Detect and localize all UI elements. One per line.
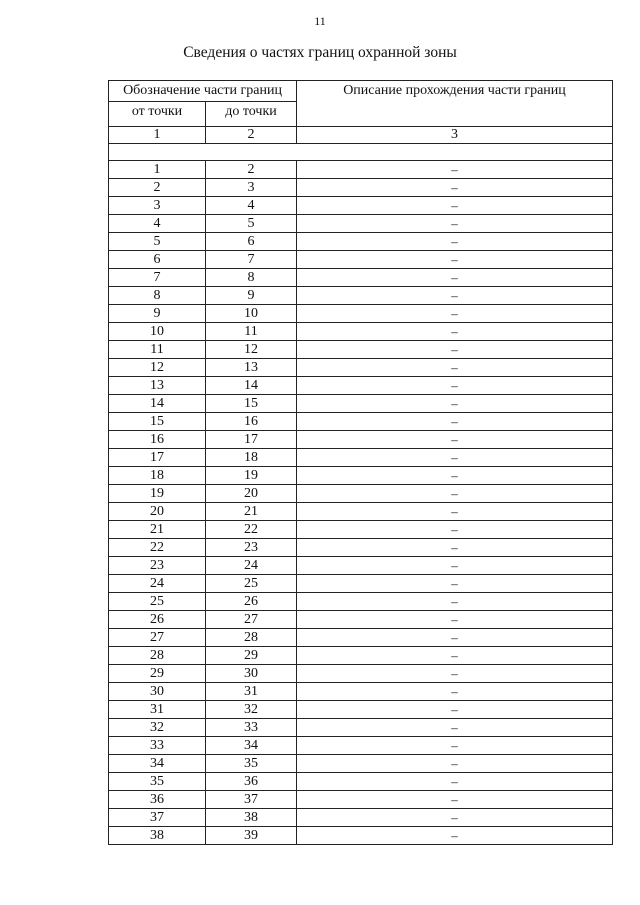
- from-point-cell: 31: [109, 701, 206, 719]
- to-point-cell: 23: [206, 539, 297, 557]
- description-cell: –: [297, 197, 613, 215]
- to-point-cell: 9: [206, 287, 297, 305]
- description-cell: –: [297, 251, 613, 269]
- table-row: [109, 809, 613, 827]
- from-point-cell: 24: [109, 575, 206, 593]
- description-cell: –: [297, 629, 613, 647]
- to-point-cell: 2: [206, 161, 297, 179]
- description-cell: –: [297, 287, 613, 305]
- description-cell: –: [297, 323, 613, 341]
- column-number-cell: 1: [109, 127, 206, 144]
- from-point-cell: 7: [109, 269, 206, 287]
- description-cell: –: [297, 467, 613, 485]
- description-cell: –: [297, 341, 613, 359]
- description-cell: –: [297, 557, 613, 575]
- description-cell: –: [297, 431, 613, 449]
- from-point-cell: 11: [109, 341, 206, 359]
- description-cell: –: [297, 395, 613, 413]
- table-row: [109, 701, 613, 719]
- description-cell: –: [297, 503, 613, 521]
- table-row: [109, 323, 613, 341]
- table-row: [109, 341, 613, 359]
- to-point-cell: 16: [206, 413, 297, 431]
- table-row: [109, 539, 613, 557]
- table-row: [109, 287, 613, 305]
- table-row: [109, 449, 613, 467]
- to-point-cell: 24: [206, 557, 297, 575]
- table-row: [109, 161, 613, 179]
- table-row: [109, 179, 613, 197]
- from-point-cell: 35: [109, 773, 206, 791]
- from-point-cell: 34: [109, 755, 206, 773]
- description-cell: –: [297, 413, 613, 431]
- document-title: Сведения о частях границ охранной зоны: [183, 44, 457, 61]
- table-row: [109, 737, 613, 755]
- description-cell: –: [297, 269, 613, 287]
- table-row: [109, 557, 613, 575]
- table-row: [109, 359, 613, 377]
- table-row: [109, 395, 613, 413]
- table-row: [109, 413, 613, 431]
- from-point-cell: 27: [109, 629, 206, 647]
- table-row: [109, 791, 613, 809]
- to-point-cell: 5: [206, 215, 297, 233]
- to-point-cell: 21: [206, 503, 297, 521]
- description-cell: –: [297, 215, 613, 233]
- to-point-cell: 20: [206, 485, 297, 503]
- from-point-cell: 30: [109, 683, 206, 701]
- column-number-cell: 2: [206, 127, 297, 144]
- header-description-cell: Описание прохождения части границ: [297, 81, 613, 127]
- description-cell: –: [297, 755, 613, 773]
- description-cell: –: [297, 611, 613, 629]
- table-row: [109, 269, 613, 287]
- from-point-cell: 18: [109, 467, 206, 485]
- description-cell: –: [297, 485, 613, 503]
- to-point-cell: 8: [206, 269, 297, 287]
- table-row: [109, 305, 613, 323]
- table-row: [109, 197, 613, 215]
- table-row: [109, 503, 613, 521]
- to-point-cell: 37: [206, 791, 297, 809]
- table-row: [109, 521, 613, 539]
- to-point-cell: 14: [206, 377, 297, 395]
- from-point-cell: 3: [109, 197, 206, 215]
- to-point-cell: 28: [206, 629, 297, 647]
- from-point-cell: 36: [109, 791, 206, 809]
- table-row: [109, 575, 613, 593]
- to-point-cell: 4: [206, 197, 297, 215]
- table-row: [109, 215, 613, 233]
- from-point-cell: 15: [109, 413, 206, 431]
- table-row: [109, 611, 613, 629]
- from-point-cell: 17: [109, 449, 206, 467]
- table-row: [109, 647, 613, 665]
- from-point-cell: 9: [109, 305, 206, 323]
- description-cell: –: [297, 575, 613, 593]
- to-point-cell: 18: [206, 449, 297, 467]
- to-point-cell: 26: [206, 593, 297, 611]
- description-cell: –: [297, 539, 613, 557]
- description-cell: –: [297, 647, 613, 665]
- description-cell: –: [297, 521, 613, 539]
- from-point-cell: 37: [109, 809, 206, 827]
- description-cell: –: [297, 719, 613, 737]
- to-point-cell: 11: [206, 323, 297, 341]
- description-cell: –: [297, 233, 613, 251]
- description-cell: –: [297, 665, 613, 683]
- table-row: [109, 593, 613, 611]
- table-row: [109, 683, 613, 701]
- to-point-cell: 10: [206, 305, 297, 323]
- from-point-cell: 25: [109, 593, 206, 611]
- to-point-cell: 12: [206, 341, 297, 359]
- table-row: [109, 233, 613, 251]
- to-point-cell: 25: [206, 575, 297, 593]
- description-cell: –: [297, 827, 613, 845]
- blank-row: [109, 144, 613, 161]
- to-point-cell: 32: [206, 701, 297, 719]
- table-row: [109, 827, 613, 845]
- header-row-group: [109, 81, 613, 102]
- header-group-cell: Обозначение части границ: [109, 81, 297, 102]
- column-number-row: [109, 127, 613, 144]
- from-point-cell: 23: [109, 557, 206, 575]
- from-point-cell: 21: [109, 521, 206, 539]
- from-point-cell: 5: [109, 233, 206, 251]
- table-row: [109, 629, 613, 647]
- boundary-table: [108, 80, 613, 845]
- table-row: [109, 665, 613, 683]
- from-point-cell: 33: [109, 737, 206, 755]
- to-point-cell: 15: [206, 395, 297, 413]
- description-cell: –: [297, 593, 613, 611]
- to-point-cell: 22: [206, 521, 297, 539]
- column-number-cell: 3: [297, 127, 613, 144]
- to-point-cell: 7: [206, 251, 297, 269]
- description-cell: –: [297, 683, 613, 701]
- from-point-cell: 13: [109, 377, 206, 395]
- to-point-cell: 35: [206, 755, 297, 773]
- from-point-cell: 38: [109, 827, 206, 845]
- description-cell: –: [297, 179, 613, 197]
- to-point-cell: 13: [206, 359, 297, 377]
- blank-cell: [109, 144, 613, 161]
- from-point-cell: 6: [109, 251, 206, 269]
- header-from-cell: от точки: [109, 102, 206, 127]
- from-point-cell: 8: [109, 287, 206, 305]
- description-cell: –: [297, 305, 613, 323]
- to-point-cell: 3: [206, 179, 297, 197]
- to-point-cell: 36: [206, 773, 297, 791]
- to-point-cell: 31: [206, 683, 297, 701]
- from-point-cell: 16: [109, 431, 206, 449]
- description-cell: –: [297, 701, 613, 719]
- from-point-cell: 28: [109, 647, 206, 665]
- description-cell: –: [297, 359, 613, 377]
- from-point-cell: 20: [109, 503, 206, 521]
- table-row: [109, 467, 613, 485]
- table-row: [109, 251, 613, 269]
- to-point-cell: 6: [206, 233, 297, 251]
- description-cell: –: [297, 809, 613, 827]
- to-point-cell: 19: [206, 467, 297, 485]
- from-point-cell: 14: [109, 395, 206, 413]
- to-point-cell: 33: [206, 719, 297, 737]
- from-point-cell: 19: [109, 485, 206, 503]
- to-point-cell: 30: [206, 665, 297, 683]
- to-point-cell: 29: [206, 647, 297, 665]
- page-number: 11: [314, 14, 326, 28]
- table-row: [109, 773, 613, 791]
- table-row: [109, 431, 613, 449]
- table-row: [109, 719, 613, 737]
- from-point-cell: 1: [109, 161, 206, 179]
- description-cell: –: [297, 161, 613, 179]
- description-cell: –: [297, 773, 613, 791]
- to-point-cell: 27: [206, 611, 297, 629]
- from-point-cell: 2: [109, 179, 206, 197]
- table-row: [109, 485, 613, 503]
- from-point-cell: 26: [109, 611, 206, 629]
- to-point-cell: 38: [206, 809, 297, 827]
- from-point-cell: 29: [109, 665, 206, 683]
- from-point-cell: 12: [109, 359, 206, 377]
- table-row: [109, 377, 613, 395]
- description-cell: –: [297, 449, 613, 467]
- description-cell: –: [297, 737, 613, 755]
- to-point-cell: 34: [206, 737, 297, 755]
- header-to-cell: до точки: [206, 102, 297, 127]
- table-row: [109, 755, 613, 773]
- description-cell: –: [297, 377, 613, 395]
- to-point-cell: 39: [206, 827, 297, 845]
- from-point-cell: 22: [109, 539, 206, 557]
- to-point-cell: 17: [206, 431, 297, 449]
- from-point-cell: 32: [109, 719, 206, 737]
- description-cell: –: [297, 791, 613, 809]
- from-point-cell: 10: [109, 323, 206, 341]
- from-point-cell: 4: [109, 215, 206, 233]
